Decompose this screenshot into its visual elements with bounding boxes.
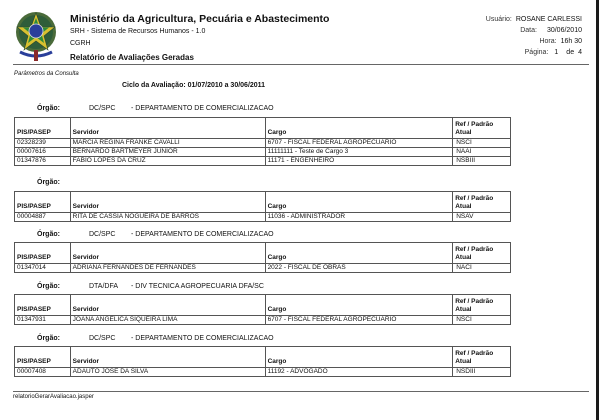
col-ref-line2: Atual: [455, 203, 472, 210]
time-value: 16h 30: [560, 38, 582, 45]
col-ref-line1: Ref / Padrão: [455, 298, 494, 305]
table-row: [15, 368, 511, 377]
table-row: [15, 264, 511, 273]
col-ref-line2: Atual: [455, 306, 472, 313]
report-filename: relatorioGerarAvaliacao.jasper: [13, 394, 94, 400]
pis-cell: 02328239: [15, 139, 71, 148]
servidor-cell: JOANA ANGELICA SIQUEIRA LIMA: [70, 316, 265, 325]
col-ref: [453, 347, 511, 368]
evaluations-table: [14, 117, 511, 166]
orgao-label: Órgão:: [37, 105, 60, 112]
pis-cell: 01347931: [15, 316, 71, 325]
cargo-cell: 6707 - FISCAL FEDERAL AGROPECUARIO: [265, 316, 453, 325]
col-ref-line1: Ref / Padrão: [455, 246, 494, 253]
orgao-name: - DIV TECNICA AGROPECUARIA DFA/SC: [131, 283, 264, 290]
col-pis: PIS/PASEP: [15, 192, 71, 213]
header-divider: [13, 64, 589, 65]
col-servidor: Servidor: [70, 118, 265, 139]
page-right-border: [596, 0, 599, 420]
table-row: [15, 316, 511, 325]
orgao-label: Órgão:: [37, 335, 60, 342]
col-ref-line1: Ref / Padrão: [455, 350, 494, 357]
servidor-cell: FABIO LOPES DA CRUZ: [70, 157, 265, 166]
col-servidor: Servidor: [70, 347, 265, 368]
col-cargo: Cargo: [265, 243, 453, 264]
col-servidor: Servidor: [70, 295, 265, 316]
cargo-cell: 11192 - ADVOGADO: [265, 368, 453, 377]
department-name: CGRH: [70, 40, 91, 47]
ref-cell: NSDIII: [453, 368, 511, 377]
col-pis: PIS/PASEP: [15, 243, 71, 264]
page-info: [525, 49, 582, 56]
table-row: [15, 148, 511, 157]
ref-cell: NSCI: [453, 139, 511, 148]
cargo-cell: 2022 - FISCAL DE OBRAS: [265, 264, 453, 273]
orgao-code: DC/SPC: [89, 105, 116, 112]
col-ref-line2: Atual: [455, 358, 472, 365]
evaluations-table: [14, 191, 511, 222]
orgao-code: DC/SPC: [89, 231, 116, 238]
servidor-cell: MARCIA REGINA FRANKE CAVALLI: [70, 139, 265, 148]
col-pis: PIS/PASEP: [15, 118, 71, 139]
ref-cell: NACI: [453, 264, 511, 273]
ref-cell: NAAI: [453, 148, 511, 157]
ministry-title: Ministério da Agricultura, Pecuária e Abastecimento: [70, 13, 330, 25]
page-of-label: de: [566, 49, 575, 56]
table-header-row: [15, 347, 511, 368]
pis-cell: 00007408: [15, 368, 71, 377]
footer-divider: [13, 391, 589, 392]
ref-cell: NSCI: [453, 316, 511, 325]
date-label: Data:: [520, 27, 537, 34]
table-header-row: [15, 243, 511, 264]
orgao-name: - DEPARTAMENTO DE COMERCIALIZACAO: [131, 335, 274, 342]
servidor-cell: ADAUTO JOSE DA SILVA: [70, 368, 265, 377]
orgao-label: Órgão:: [37, 283, 60, 290]
ref-cell: NSAV: [453, 213, 511, 222]
cargo-cell: 6707 - FISCAL FEDERAL AGROPECUARIO: [265, 139, 453, 148]
table-header-row: [15, 192, 511, 213]
orgao-code: DC/SPC: [89, 335, 116, 342]
cargo-cell: 11036 - ADMINISTRADOR: [265, 213, 453, 222]
servidor-cell: ADRIANA FERNANDES DE FERNANDES: [70, 264, 265, 273]
cargo-cell: 11111111 - Teste de Cargo 3: [265, 148, 453, 157]
orgao-name: - DEPARTAMENTO DE COMERCIALIZACAO: [131, 231, 274, 238]
table-row: [15, 139, 511, 148]
evaluations-table: [14, 242, 511, 273]
servidor-cell: RITA DE CASSIA NOGUEIRA DE BARROS: [70, 213, 265, 222]
pis-cell: 01347014: [15, 264, 71, 273]
date-info: [520, 27, 582, 34]
pis-cell: 01347876: [15, 157, 71, 166]
query-params-label: Parâmetros da Consulta: [14, 71, 79, 77]
servidor-cell: BERNARDO BARTMEYER JUNIOR: [70, 148, 265, 157]
report-title: Relatório de Avaliações Geradas: [70, 53, 194, 62]
col-ref-line1: Ref / Padrão: [455, 195, 494, 202]
col-servidor: Servidor: [70, 243, 265, 264]
col-cargo: Cargo: [265, 347, 453, 368]
col-cargo: Cargo: [265, 192, 453, 213]
orgao-name: - DEPARTAMENTO DE COMERCIALIZACAO: [131, 105, 274, 112]
table-header-row: [15, 118, 511, 139]
evaluation-cycle: Ciclo da Avaliação: 01/07/2010 a 30/06/2011: [122, 82, 266, 89]
user-value: ROSANE CARLESSI: [515, 16, 582, 23]
user-label: Usuário:: [485, 16, 512, 23]
table-header-row: [15, 295, 511, 316]
brazil-coat-of-arms-icon: [12, 10, 60, 62]
col-cargo: Cargo: [265, 118, 453, 139]
col-ref-line2: Atual: [455, 129, 472, 136]
ref-cell: NSBIII: [453, 157, 511, 166]
col-ref: [453, 118, 511, 139]
orgao-label: Órgão:: [37, 179, 60, 186]
col-ref-line2: Atual: [455, 254, 472, 261]
orgao-label: Órgão:: [37, 231, 60, 238]
cargo-cell: 11171 - ENGENHEIRO: [265, 157, 453, 166]
user-info: [486, 16, 582, 23]
col-cargo: Cargo: [265, 295, 453, 316]
page-label: Página:: [524, 49, 549, 56]
col-pis: PIS/PASEP: [15, 295, 71, 316]
evaluations-table: [14, 346, 511, 377]
pis-cell: 00007616: [15, 148, 71, 157]
system-name: SRH - Sistema de Recursos Humanos - 1.0: [70, 28, 206, 35]
pis-cell: 00004887: [15, 213, 71, 222]
col-ref: [453, 295, 511, 316]
date-value: 30/06/2010: [546, 27, 582, 34]
total-pages: 4: [578, 49, 582, 56]
evaluations-table: [14, 294, 511, 325]
col-ref: [453, 192, 511, 213]
col-ref-line1: Ref / Padrão: [455, 121, 494, 128]
col-servidor: Servidor: [70, 192, 265, 213]
table-row: [15, 213, 511, 222]
time-info: [539, 38, 582, 45]
time-label: Hora:: [539, 38, 557, 45]
table-row: [15, 157, 511, 166]
orgao-code: DTA/DFA: [89, 283, 119, 290]
page-number: 1: [554, 49, 559, 56]
col-pis: PIS/PASEP: [15, 347, 71, 368]
col-ref: [453, 243, 511, 264]
